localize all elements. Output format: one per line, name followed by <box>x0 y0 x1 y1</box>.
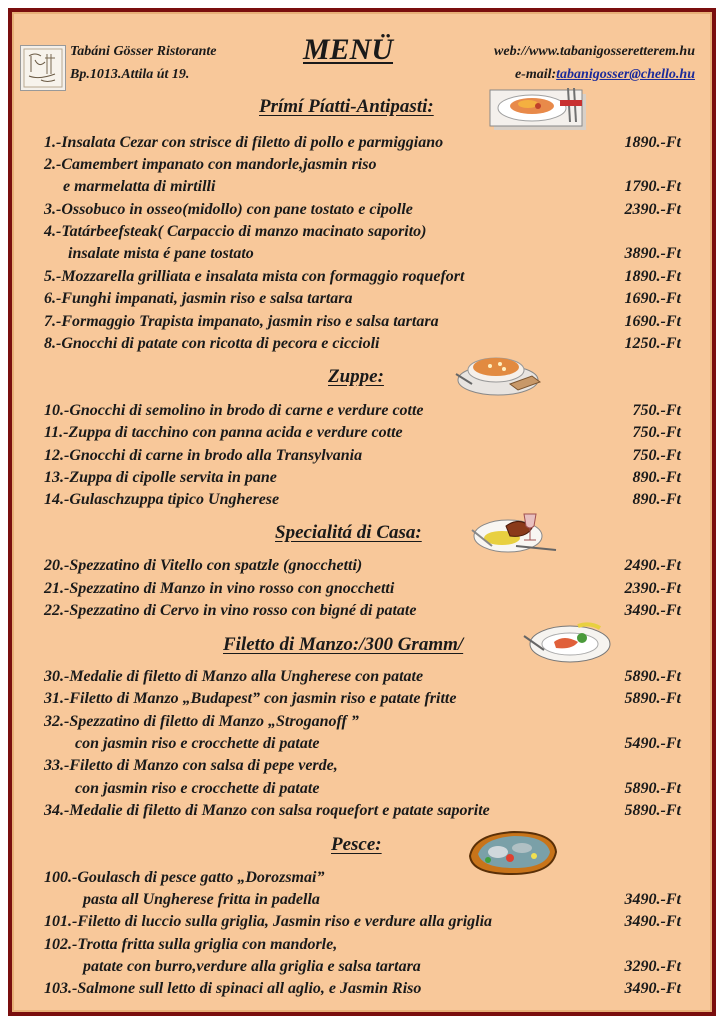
menu-item-row <box>0 447 724 469</box>
menu-item-price: 750.-Ft <box>632 424 681 441</box>
menu-item-price: 3490.-Ft <box>624 891 681 908</box>
menu-item-row <box>0 713 724 735</box>
menu-item-row <box>0 223 724 245</box>
menu-item-name: 8.-Gnocchi di patate con ricotta di pecora e ciccioli <box>44 335 380 352</box>
menu-item-name: 7.-Formaggio Trapista impanato, jasmin riso e salsa tartara <box>44 313 439 330</box>
menu-item-row <box>0 780 724 802</box>
menu-item-name: 11.-Zuppa di tacchino con panna acida e verdure cotte <box>44 424 403 441</box>
menu-item-name: 3.-Ossobuco in osseo(midollo) con pane tostato e cipolle <box>44 201 413 218</box>
menu-item-row <box>0 757 724 779</box>
menu-item-price: 3490.-Ft <box>624 913 681 930</box>
menu-item-row <box>0 869 724 891</box>
menu-item-price: 1690.-Ft <box>624 313 681 330</box>
menu-item-name: 33.-Filetto di Manzo con salsa di pepe verde, <box>44 757 338 774</box>
restaurant-name: Tabáni Gösser Ristorante <box>70 44 217 59</box>
email-label: e-mail: <box>514 67 557 82</box>
section-title-antipasti: Prímí Píatti-Antipasti: <box>259 96 434 117</box>
menu-item-price: 3290.-Ft <box>624 958 681 975</box>
menu-item-price: 5490.-Ft <box>624 735 681 752</box>
menu-item-row <box>0 469 724 491</box>
menu-item-name: 4.-Tatárbeefsteak( Carpaccio di manzo macinato saporito) <box>44 223 427 240</box>
menu-item-row <box>0 245 724 267</box>
menu-item-name: 34.-Medalie di filetto di Manzo con salsa roquefort e patate saporite <box>44 802 490 819</box>
menu-item-name: e marmelatta di mirtilli <box>63 178 216 195</box>
menu-item-row <box>0 424 724 446</box>
plate-of-pasta-icon <box>486 82 590 134</box>
menu-item-row <box>0 491 724 513</box>
menu-item-name: pasta all Ungherese fritta in padella <box>83 891 320 908</box>
menu-item-row <box>0 980 724 1002</box>
menu-item-name: patate con burro,verdure alla griglia e salsa tartara <box>83 958 421 975</box>
steak-plate-icon <box>522 620 614 666</box>
menu-item-name: 12.-Gnocchi di carne in brodo alla Transylvania <box>44 447 363 464</box>
menu-item-price: 3490.-Ft <box>624 602 681 619</box>
menu-item-price: 750.-Ft <box>632 447 681 464</box>
menu-item-price: 1690.-Ft <box>624 290 681 307</box>
menu-item-row <box>0 913 724 935</box>
menu-item-name: 21.-Spezzatino di Manzo in vino rosso con gnocchetti <box>44 580 395 597</box>
website-link[interactable]: web://www.tabanigosseretterem.hu <box>494 44 695 59</box>
menu-item-name: insalate mista é pane tostato <box>68 245 254 262</box>
menu-item-row <box>0 557 724 579</box>
section-title-pesce: Pesce: <box>331 834 382 855</box>
restaurant-logo-icon <box>20 45 66 91</box>
menu-item-price: 5890.-Ft <box>624 780 681 797</box>
menu-item-row <box>0 134 724 156</box>
menu-item-row <box>0 891 724 913</box>
menu-item-price: 3490.-Ft <box>624 980 681 997</box>
menu-item-name: con jasmin riso e crocchette di patate <box>75 735 320 752</box>
menu-item-name: 22.-Spezzatino di Cervo in vino rosso con bigné di patate <box>44 602 417 619</box>
section-title-filetto: Filetto di Manzo:/300 Gramm/ <box>223 634 464 655</box>
menu-item-name: 101.-Filetto di luccio sulla griglia, Jasmin riso e verdure alla griglia <box>44 913 493 930</box>
menu-item-price: 5890.-Ft <box>624 802 681 819</box>
menu-item-price: 890.-Ft <box>632 469 681 486</box>
section-title-zuppe: Zuppe: <box>328 366 384 387</box>
menu-item-price: 1250.-Ft <box>624 335 681 352</box>
menu-item-row <box>0 313 724 335</box>
menu-item-name: 2.-Camembert impanato con mandorle,jasmin riso <box>44 156 377 173</box>
menu-item-price: 890.-Ft <box>632 491 681 508</box>
menu-item-name: 1.-Insalata Cezar con strisce di filetto di pollo e parmiggiano <box>44 134 444 151</box>
menu-item-row <box>0 958 724 980</box>
menu-item-price: 1890.-Ft <box>624 134 681 151</box>
menu-item-name: 20.-Spezzatino di Vitello con spatzle (gnocchetti) <box>44 557 363 574</box>
menu-item-row <box>0 201 724 223</box>
menu-item-name: 100.-Goulasch di pesce gatto „Dorozsmai” <box>44 869 325 886</box>
menu-item-price: 1790.-Ft <box>624 178 681 195</box>
menu-item-row <box>0 268 724 290</box>
section-title-specialita: Specialitá di Casa: <box>275 522 422 543</box>
menu-item-name: 5.-Mozzarella grilliata e insalata mista con formaggio roquefort <box>44 268 465 285</box>
menu-item-row <box>0 735 724 757</box>
email-link[interactable]: tabanigosser@chello.hu <box>556 67 695 82</box>
menu-item-price: 5890.-Ft <box>624 690 681 707</box>
menu-item-row <box>0 402 724 424</box>
meat-dish-wine-icon <box>468 500 572 558</box>
menu-item-price: 2390.-Ft <box>624 580 681 597</box>
menu-item-name: 14.-Gulaschzuppa tipico Ungherese <box>44 491 280 508</box>
menu-item-name: 103.-Salmone sull letto di spinaci all aglio, e Jasmin Riso <box>44 980 422 997</box>
menu-item-name: 32.-Spezzatino di filetto di Manzo „Stroganoff ” <box>44 713 359 730</box>
menu-item-price: 3890.-Ft <box>624 245 681 262</box>
menu-item-price: 2490.-Ft <box>624 557 681 574</box>
menu-item-row <box>0 290 724 312</box>
menu-item-name: 30.-Medalie di filetto di Manzo alla Ungherese con patate <box>44 668 424 685</box>
menu-item-name: 102.-Trotta fritta sulla griglia con mandorle, <box>44 936 338 953</box>
menu-item-name: 6.-Funghi impanati, jasmin riso e salsa tartara <box>44 290 353 307</box>
menu-item-row <box>0 668 724 690</box>
menu-item-price: 750.-Ft <box>632 402 681 419</box>
menu-item-row <box>0 335 724 357</box>
menu-item-row <box>0 178 724 200</box>
soup-bowl-icon <box>452 350 544 400</box>
page-title: MENÜ <box>303 33 394 66</box>
menu-item-price: 5890.-Ft <box>624 668 681 685</box>
menu-item-name: 13.-Zuppa di cipolle servita in pane <box>44 469 277 486</box>
menu-item-name: con jasmin riso e crocchette di patate <box>75 780 320 797</box>
email-line <box>515 67 695 83</box>
menu-item-price: 2390.-Ft <box>624 201 681 218</box>
menu-item-row <box>0 802 724 824</box>
restaurant-address: Bp.1013.Attila út 19. <box>70 67 190 82</box>
menu-item-price: 1890.-Ft <box>624 268 681 285</box>
menu-item-name: 10.-Gnocchi di semolino in brodo di carne e verdure cotte <box>44 402 424 419</box>
menu-item-row <box>0 690 724 712</box>
menu-item-name: 31.-Filetto di Manzo „Budapest” con jasmin riso e patate fritte <box>44 690 457 707</box>
menu-item-row <box>0 156 724 178</box>
menu-item-row <box>0 580 724 602</box>
menu-item-row <box>0 602 724 624</box>
menu-item-row <box>0 936 724 958</box>
